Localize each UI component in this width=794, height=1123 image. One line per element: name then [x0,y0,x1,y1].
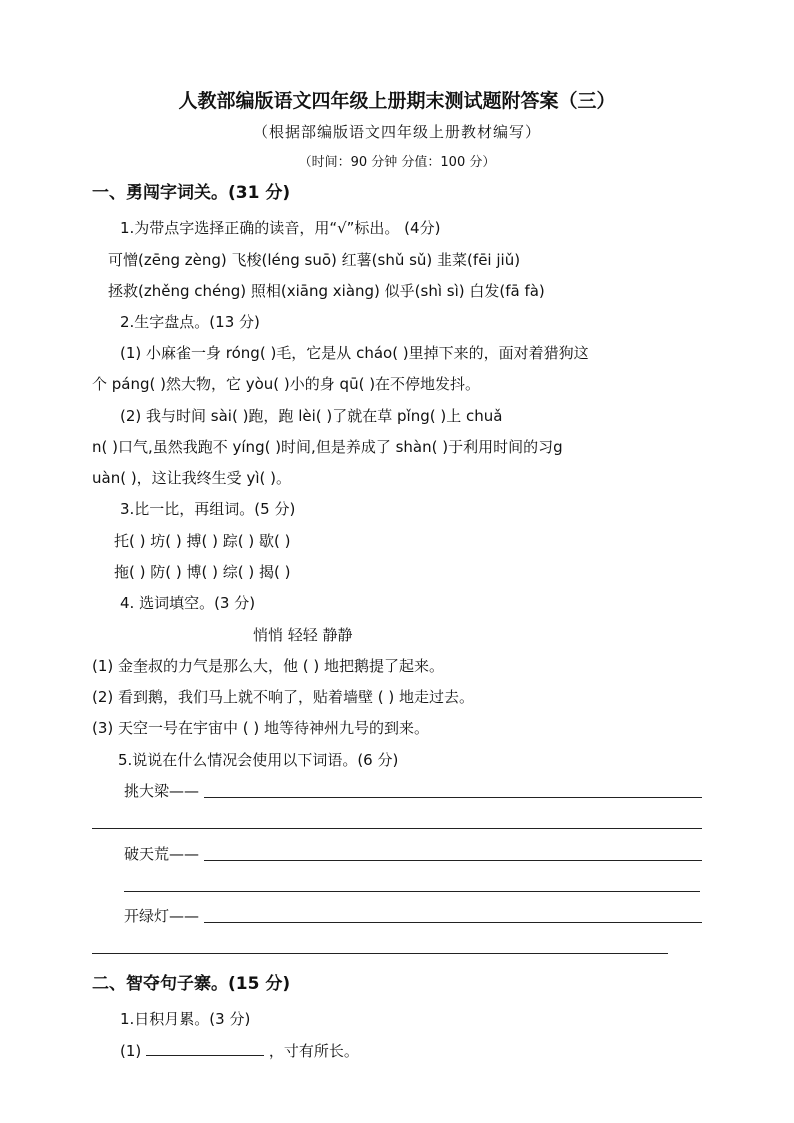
section1-heading: 一、勇闯字词关。(31 分) [92,183,291,203]
q1-pinyin-row-1: 可憎(zēng zèng) 飞梭(léng suō) 红薯(shǔ sǔ) 韭菜(fēi jiǔ) [108,251,521,269]
q4-prompt: 4. 选词填空。(3 分) [120,594,256,612]
q5-prompt: 5.说说在什么情况会使用以下词语。(6 分) [118,751,399,769]
q5-term-2: 破天荒—— [124,845,200,863]
item-number: (1) [120,1042,142,1060]
exam-meta: （时间：90 分钟 分值：100 分） [298,155,496,170]
q2-para2-line2: n( )口气,虽然我跑不 yíng( )时间,但是养成了 shàn( )于利用时间的习g [92,438,563,456]
page-subtitle: （根据部编版语文四年级上册教材编写） [252,123,541,141]
q4-sentence-2: (2) 看到鹅，我们马上就不响了，贴着墙壁 ( ) 地走过去。 [92,688,475,706]
answer-line [92,828,702,829]
s2-q1-line-1 [120,1041,359,1060]
q4-word-bank: 悄悄 轻轻 静静 [253,626,353,644]
section2-heading: 二、智夺句子寨。(15 分) [92,974,291,994]
q1-prompt: 1.为带点字选择正确的读音，用“√”标出。 (4分) [120,219,441,237]
q3-prompt: 3.比一比，再组词。(5 分) [120,500,296,518]
q4-sentence-3: (3) 天空一号在宇宙中 ( ) 地等待神州九号的到来。 [92,719,430,737]
q2-para1-line2: 个 páng( )然大物，它 yòu( )小的身 qū( )在不停地发抖。 [92,375,481,393]
q5-term-1: 挑大梁—— [124,782,200,800]
q2-para2-line3: uàn( )，这让我终生受 yì( )。 [92,469,291,487]
q4-sentence-1: (1) 金奎叔的力气是那么大，他 ( ) 地把鹅提了起来。 [92,657,445,675]
page-title: 人教部编版语文四年级上册期末测试题附答案（三） [178,90,616,112]
q2-para1-line1: (1) 小麻雀一身 róng( )毛，它是从 cháo( )里掉下来的，面对着猎狗这 [120,344,589,362]
q5-term-3: 开绿灯—— [124,907,200,925]
answer-line [204,797,702,798]
s2-q1-prompt: 1.日积月累。(3 分) [120,1010,251,1028]
line-text: ，寸有所长。 [268,1042,359,1060]
answer-line [204,922,702,923]
q3-row-1: 托( ) 坊( ) 搏( ) 踪( ) 歇( ) [114,532,291,550]
answer-line [92,953,668,954]
answer-blank [146,1041,264,1056]
q1-pinyin-row-2: 拯救(zhěng chéng) 照相(xiāng xiàng) 似乎(shì sì) 白发(fā fà) [108,282,545,300]
q2-para2-line1: (2) 我与时间 sài( )跑，跑 lèi( )了就在草 pǐng( )上 chuǎ [120,407,503,425]
answer-line [124,891,700,892]
answer-line [204,860,702,861]
q2-prompt: 2.生字盘点。(13 分) [120,313,260,331]
q3-row-2: 拖( ) 防( ) 博( ) 综( ) 揭( ) [114,563,291,581]
